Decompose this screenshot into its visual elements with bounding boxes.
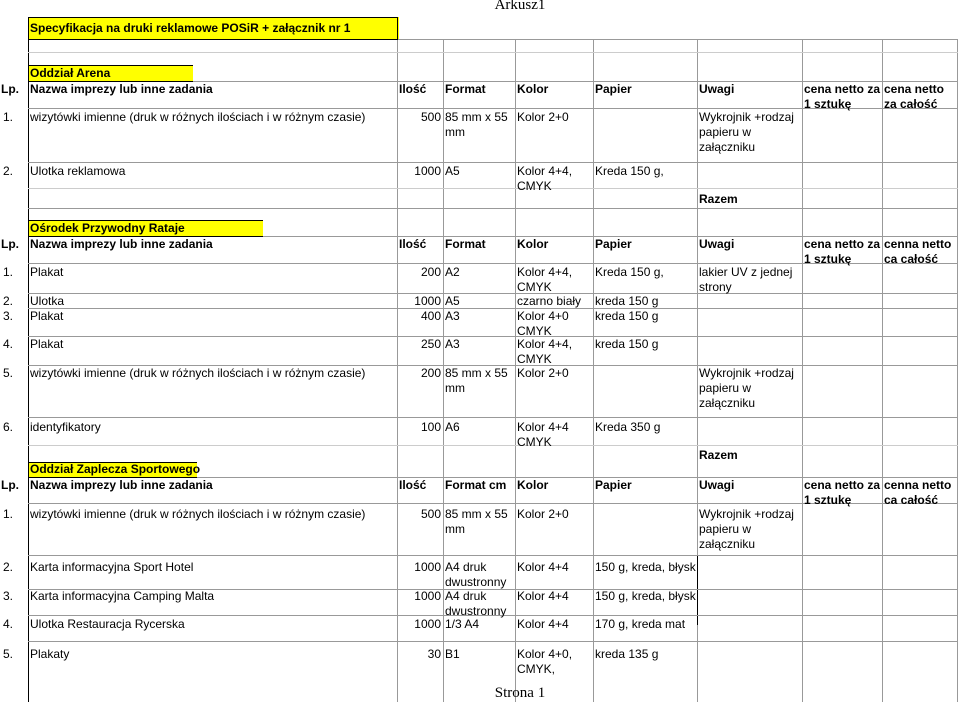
cell-paper: 150 g, kreda, błysk	[595, 589, 696, 603]
header-paper: Papier	[595, 237, 632, 251]
header-paper: Papier	[595, 82, 632, 96]
cell-format: A5	[445, 294, 460, 308]
sum-label-rataje: Razem	[699, 448, 738, 462]
cell-qty: 30	[427, 647, 441, 661]
cell-color: Kolor 4+0, CMYK,	[517, 647, 573, 676]
cell-color: Kolor 4+4	[517, 617, 569, 631]
header-paper: Papier	[595, 478, 632, 492]
header-total-price: cenna netto ca całość	[884, 478, 952, 507]
section-title-rataje: Ośrodek Przywodny Rataje	[30, 221, 185, 235]
cell-name: Karta informacyjna Camping Malta	[30, 589, 215, 603]
cell-paper: 170 g, kreda mat	[595, 617, 686, 631]
header-notes: Uwagi	[699, 237, 735, 251]
cell-format: A3	[445, 309, 460, 323]
cell-lp: 3.	[3, 589, 14, 603]
cell-format: A4 druk dwustronny	[445, 589, 507, 618]
cell-qty: 200	[420, 265, 441, 279]
cell-format: A6	[445, 420, 460, 434]
cell-format: A3	[445, 337, 460, 351]
header-notes: Uwagi	[699, 478, 735, 492]
header-total-price: cenna netto ca całość	[884, 237, 952, 266]
cell-lp: 1.	[3, 507, 14, 521]
page-footer: Strona 1	[494, 685, 546, 701]
cell-paper: 150 g, kreda, błysk	[595, 560, 696, 574]
cell-name: Plakaty	[30, 647, 70, 661]
header-format-cm: Format cm	[445, 478, 507, 492]
cell-color: Kolor 2+0	[517, 507, 569, 521]
header-unit-price: cena netto za 1 sztukę	[804, 237, 881, 266]
header-format: Format	[445, 237, 486, 251]
cell-name: Plakat	[30, 265, 64, 279]
cell-color: Kolor 2+0	[517, 110, 569, 124]
cell-color: Kolor 4+4	[517, 589, 569, 603]
cell-paper: Kreda 150 g,	[595, 265, 664, 279]
cell-lp: 4.	[3, 617, 14, 631]
cell-notes: Wykrojnik +rodzaj papieru w załączniku	[699, 366, 794, 410]
cell-qty: 100	[420, 420, 441, 434]
cell-format: A4 druk dwustronny	[445, 560, 507, 589]
header-name: Nazwa imprezy lub inne zadania	[30, 478, 213, 492]
cell-color: Kolor 4+4, CMYK	[517, 265, 573, 294]
cell-color: Kolor 4+0 CMYK	[517, 309, 569, 338]
cell-format: 1/3 A4	[445, 617, 480, 631]
cell-qty: 250	[420, 337, 441, 351]
header-qty: Ilość	[399, 478, 427, 492]
cell-lp: 1.	[3, 265, 14, 279]
cell-lp: 1.	[3, 110, 14, 124]
cell-paper: kreda 150 g	[595, 294, 659, 308]
cell-notes: Wykrojnik +rodzaj papieru w załączniku	[699, 110, 794, 154]
header-color: Kolor	[517, 237, 549, 251]
header-color: Kolor	[517, 82, 549, 96]
cell-format: B1	[445, 647, 460, 661]
cell-lp: 5.	[3, 647, 14, 661]
header-lp: Lp.	[1, 478, 19, 492]
cell-notes: Wykrojnik +rodzaj papieru w załączniku	[699, 507, 794, 551]
section-title-zaplecze: Oddział Zaplecza Sportowego	[30, 462, 201, 476]
cell-color: Kolor 4+4 CMYK	[517, 420, 569, 449]
header-format: Format	[445, 82, 486, 96]
header-lp: Lp.	[1, 82, 19, 96]
cell-paper: kreda 135 g	[595, 647, 659, 661]
header-name: Nazwa imprezy lub inne zadania	[30, 237, 213, 251]
cell-name: Karta informacyjna Sport Hotel	[30, 560, 194, 574]
cell-paper: kreda 150 g	[595, 309, 659, 323]
cell-qty: 1000	[414, 164, 441, 178]
cell-qty: 1000	[414, 560, 441, 574]
cell-format: 85 mm x 55 mm	[445, 366, 508, 395]
cell-lp: 6.	[3, 420, 14, 434]
header-qty: Ilość	[399, 237, 427, 251]
cell-lp: 3.	[3, 309, 14, 323]
header-notes: Uwagi	[699, 82, 735, 96]
cell-paper: Kreda 350 g	[595, 420, 661, 434]
cell-qty: 400	[420, 309, 441, 323]
header-total-price: cena netto za całość	[884, 82, 945, 111]
cell-paper: Kreda 150 g,	[595, 164, 664, 178]
cell-name: Plakat	[30, 337, 64, 351]
cell-lp: 2.	[3, 164, 14, 178]
cell-name: wizytówki imienne (druk w różnych ilościach i w różnym czasie)	[30, 507, 366, 521]
cell-paper: kreda 150 g	[595, 337, 659, 351]
cell-color: czarno biały	[517, 294, 582, 308]
header-color: Kolor	[517, 478, 549, 492]
header-unit-price: cena netto za 1 sztukę	[804, 478, 881, 507]
cell-qty: 500	[420, 110, 441, 124]
header-name: Nazwa imprezy lub inne zadania	[30, 82, 213, 96]
cell-name: wizytówki imienne (druk w różnych ilościach i w różnym czasie)	[30, 110, 366, 124]
cell-qty: 1000	[414, 589, 441, 603]
main-title: Specyfikacja na druki reklamowe POSiR + załącznik nr 1	[30, 21, 351, 35]
cell-qty: 500	[420, 507, 441, 521]
cell-name: Ulotka reklamowa	[30, 164, 126, 178]
cell-lp: 2.	[3, 560, 14, 574]
cell-qty: 1000	[414, 617, 441, 631]
cell-color: Kolor 2+0	[517, 366, 569, 380]
cell-format: A5	[445, 164, 460, 178]
cell-name: Ulotka Restauracja Rycerska	[30, 617, 185, 631]
cell-lp: 2.	[3, 294, 14, 308]
cell-format: 85 mm x 55 mm	[445, 507, 508, 536]
cell-notes: lakier UV z jednej strony	[699, 265, 793, 294]
cell-name: Plakat	[30, 309, 64, 323]
cell-color: Kolor 4+4, CMYK	[517, 164, 573, 193]
cell-lp: 4.	[3, 337, 14, 351]
header-qty: Ilość	[399, 82, 427, 96]
sum-label-arena: Razem	[699, 192, 738, 206]
sheet-title: Arkusz1	[494, 0, 546, 13]
cell-name: identyfikatory	[30, 420, 101, 434]
cell-qty: 1000	[414, 294, 441, 308]
section-title-arena: Oddział Arena	[30, 66, 111, 80]
header-lp: Lp.	[1, 237, 19, 251]
cell-color: Kolor 4+4, CMYK	[517, 337, 573, 366]
cell-lp: 5.	[3, 366, 14, 380]
cell-format: 85 mm x 55 mm	[445, 110, 508, 139]
cell-color: Kolor 4+4	[517, 560, 569, 574]
cell-format: A2	[445, 265, 460, 279]
header-unit-price: cena netto za 1 sztukę	[804, 82, 881, 111]
cell-name: Ulotka	[30, 294, 65, 308]
cell-qty: 200	[420, 366, 441, 380]
cell-name: wizytówki imienne (druk w różnych ilościach i w różnym czasie)	[30, 366, 366, 380]
